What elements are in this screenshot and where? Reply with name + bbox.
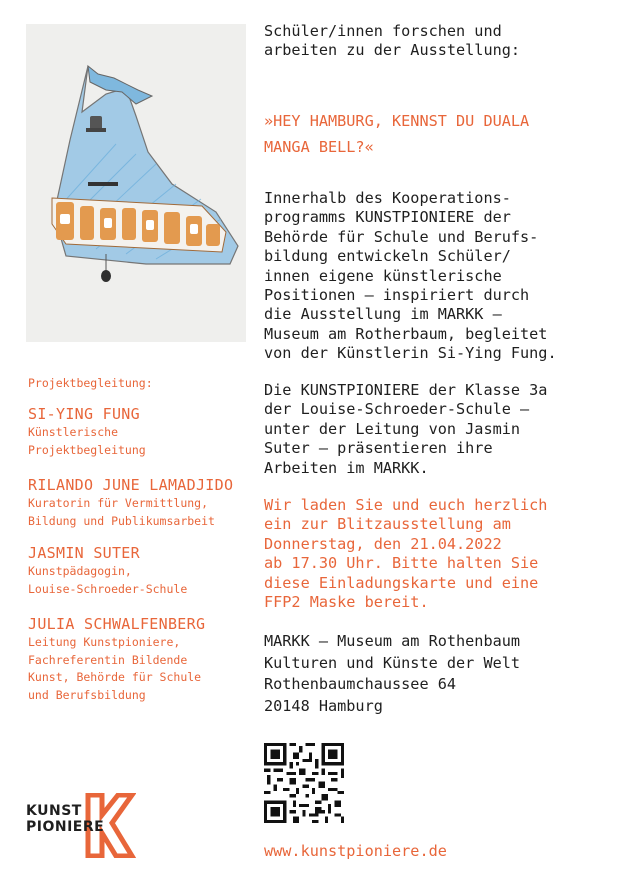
invitation-text: Wir laden Sie und euch herzlich ein zur Blitzausstellung am Donnerstag, den 21.04.2022 ab 17.30 Uhr. Bitte halten Sie diese Einladungskarte und eine FFP2 Maske bereit. <box>264 496 548 612</box>
team-member <box>28 544 248 598</box>
logo-text-line1: KUNST <box>26 803 82 819</box>
team-member <box>28 476 258 530</box>
qr-code-icon <box>264 743 344 823</box>
kunstpioniere-logo <box>26 793 136 858</box>
team-member-role: Kunstpädagogin, Louise-Schroeder-Schule <box>28 564 188 596</box>
exhibition-title: »HEY HAMBURG, KENNST DU DUALA MANGA BELL?« <box>264 112 530 156</box>
intro-heading: Schüler/innen forschen und arbeiten zu der Ausstellung: <box>264 22 521 60</box>
website-link[interactable]: www.kunstpioniere.de <box>264 842 447 860</box>
team-member <box>28 405 248 459</box>
team-member-name: JULIA SCHWALFENBERG <box>28 615 206 633</box>
drawing-illustration <box>26 24 246 342</box>
team-member-role: Leitung Kunstpioniere, Fachreferentin Bildende Kunst, Behörde für Schule und Berufsbildung <box>28 635 202 702</box>
team-member-role: Künstlerische Projektbegleitung <box>28 425 146 457</box>
team-member-name: SI-YING FUNG <box>28 405 140 423</box>
museum-address: MARKK – Museum am Rothenbaum Kulturen und Künste der Welt Rothenbaumchaussee 64 20148 Hamburg <box>264 632 521 715</box>
artwork-image <box>26 24 246 342</box>
team-member-name: RILANDO JUNE LAMADJIDO <box>28 476 234 494</box>
paragraph-program: Innerhalb des Kooperations- programms KUNSTPIONIERE der Behörde für Schule und Berufs- bildung entwickeln Schüler/ innen eigene künstlerische Positionen – inspiriert durch die Ausstellung im MARKK – Museum am Rotherbaum, begleitet von der Künstlerin Si-Ying Fung. <box>264 189 557 363</box>
paragraph-class: Die KUNSTPIONIERE der Klasse 3a der Louise-Schroeder-Schule – unter der Leitung von Jasmin Suter – präsentieren ihre Arbeiten im MARKK. <box>264 381 548 477</box>
team-member-role: Kuratorin für Vermittlung, Bildung und Publikumsarbeit <box>28 496 215 528</box>
qr-code[interactable] <box>264 743 344 823</box>
logo-text-line2: PIONIERE <box>26 819 105 835</box>
team-member <box>28 615 248 704</box>
team-member-name: JASMIN SUTER <box>28 544 140 562</box>
project-label: Projektbegleitung: <box>28 376 153 390</box>
